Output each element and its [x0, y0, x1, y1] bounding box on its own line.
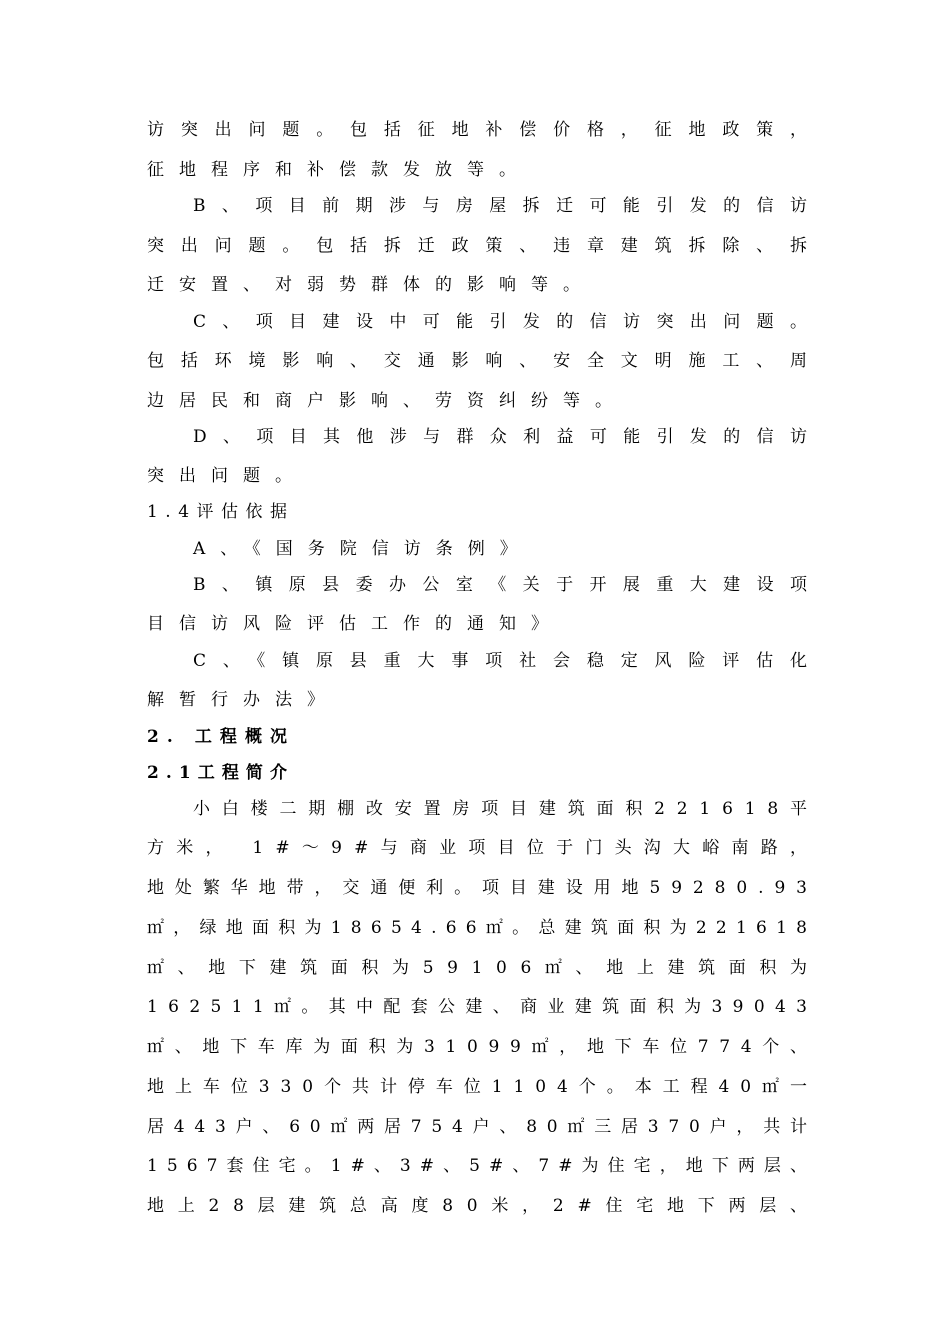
text-line: 1567套住宅。1#、3#、5#、7#为住宅，地下两层、 [147, 1156, 817, 1176]
text-line: 方米， 1#～9#与商业项目位于门头沟大峪南路， [147, 838, 820, 858]
text-line: 边居民和商户影响、劳资纠纷等。 [147, 391, 627, 411]
text-line: 162511㎡。其中配套公建、商业建筑面积为39043 [147, 997, 818, 1017]
section-heading-2-1: 2.1工程简介 [147, 763, 295, 783]
text-line: C、项目建设中可能引发的信访突出问题。 [193, 312, 824, 332]
text-line: C、《镇原县重大事项社会稳定风险评估化 [193, 651, 824, 671]
text-line: 征地程序和补偿款发放等。 [147, 160, 531, 180]
text-line: B、项目前期涉与房屋拆迁可能引发的信访 [193, 196, 824, 216]
text-line: B、镇原县委办公室《关于开展重大建设项 [193, 575, 824, 595]
text-line: 访突出问题。包括征地补偿价格，征地政策， [147, 120, 824, 140]
text-line: 目信访风险评估工作的通知》 [147, 614, 563, 634]
text-line: 突出问题。包括拆迁政策、违章建筑拆除、拆 [147, 236, 824, 256]
section-heading-2: 2. 工程概况 [147, 727, 296, 747]
text-line: ㎡、地下车库为面积为31099㎡，地下车位774个、 [147, 1037, 818, 1057]
text-line: 解暂行办法》 [147, 690, 339, 710]
text-line: ㎡，绿地面积为18654.66㎡。总建筑面积为221618 [147, 918, 817, 938]
text-line: 居443户、60㎡两居754户、80㎡三居370户，共计 [147, 1117, 817, 1137]
text-line: 小白楼二期棚改安置房项目建筑面积221618平 [193, 799, 819, 819]
text-line: 包括环境影响、交通影响、安全文明施工、周 [147, 351, 824, 371]
text-line: A、《国务院信访条例》 [193, 539, 532, 559]
text-line: 突出问题。 [147, 466, 307, 486]
text-line: D、项目其他涉与群众利益可能引发的信访 [193, 427, 824, 447]
section-heading-1-4: 1.4评估依据 [147, 502, 295, 522]
text-line: 迁安置、对弱势群体的影响等。 [147, 275, 595, 295]
text-line: 地上车位330个共计停车位1104个。本工程40㎡一 [147, 1077, 818, 1097]
text-line: ㎡、地下建筑面积为59106㎡、地上建筑面积为 [147, 958, 821, 978]
text-line: 地处繁华地带，交通便利。项目建设用地59280.93 [147, 878, 818, 898]
text-line: 地上28层建筑总高度80米，2#住宅地下两层、 [147, 1196, 821, 1216]
